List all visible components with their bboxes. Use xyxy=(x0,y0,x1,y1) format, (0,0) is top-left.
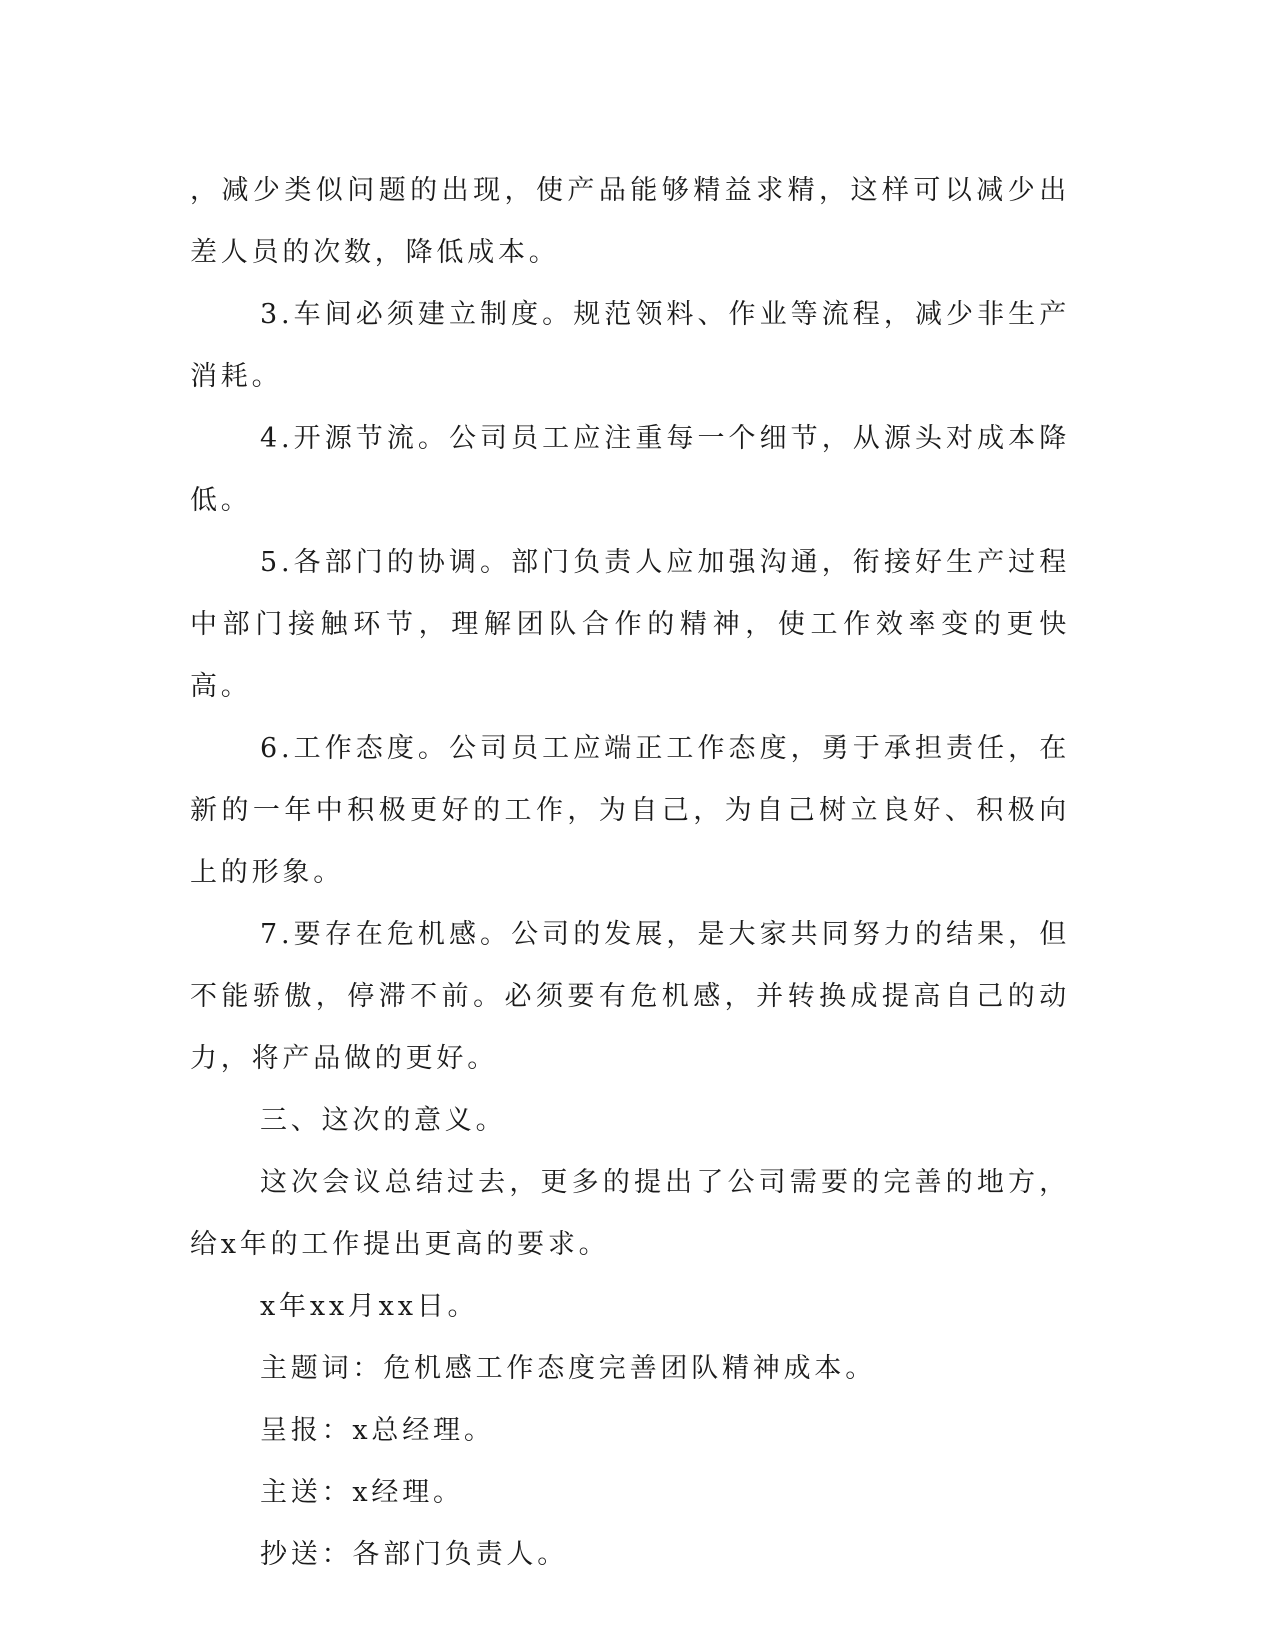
report-to: 呈报：x总经理。 xyxy=(260,1415,495,1446)
paragraph-item-4: 4.开源节流。公司员工应注重每一个细节，从源头对成本降低。 xyxy=(190,423,1070,516)
paragraph-significance: 这次会议总结过去，更多的提出了公司需要的完善的地方，给x年的工作提出更高的要求。 xyxy=(190,1167,1070,1260)
document-body xyxy=(190,160,1070,1586)
paragraph-item-5: 5.各部门的协调。部门负责人应加强沟通，衔接好生产过程中部门接触环节，理解团队合作的精神，使工作效率变的更快高。 xyxy=(190,547,1070,702)
paragraph-item-3: 3.车间必须建立制度。规范领料、作业等流程，减少非生产消耗。 xyxy=(190,299,1070,392)
paragraph-item-7: 7.要存在危机感。公司的发展，是大家共同努力的结果，但不能骄傲，停滞不前。必须要有危机感，并转换成提高自己的动力，将产品做的更好。 xyxy=(190,919,1070,1074)
copy-to: 抄送：各部门负责人。 xyxy=(260,1539,568,1570)
paragraph-item-6: 6.工作态度。公司员工应端正工作态度，勇于承担责任，在新的一年中积极更好的工作，为自己，为自己树立良好、积极向上的形象。 xyxy=(190,733,1070,888)
document-date: x年xx月xx日。 xyxy=(260,1291,479,1322)
main-recipient: 主送：x经理。 xyxy=(260,1477,464,1508)
paragraph-continuation: ，减少类似问题的出现，使产品能够精益求精，这样可以减少出差人员的次数，降低成本。 xyxy=(190,175,1070,268)
subject-keywords: 主题词：危机感工作态度完善团队精神成本。 xyxy=(260,1353,876,1384)
section-heading-3: 三、这次的意义。 xyxy=(260,1105,507,1136)
